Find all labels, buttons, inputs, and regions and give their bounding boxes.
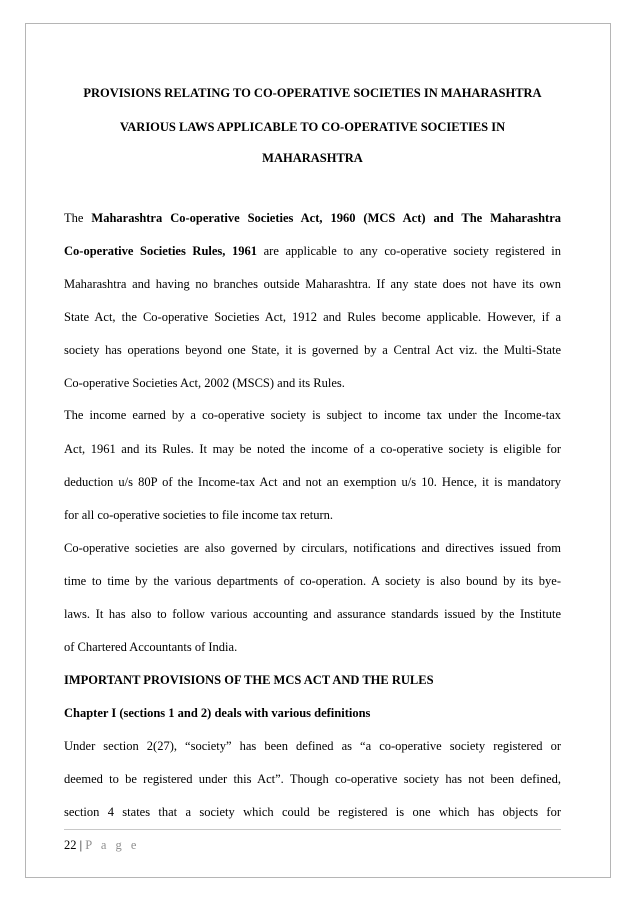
title-line-3: MAHARASHTRA bbox=[262, 151, 363, 165]
title-line-2: VARIOUS LAWS APPLICABLE TO CO-OPERATIVE SOCIETIES IN bbox=[119, 120, 506, 134]
para3-line-4: of Chartered Accountants of India. bbox=[64, 640, 238, 654]
para4-line-2: deemed to be registered under this Act”. Though co-operative society has not been defined, bbox=[64, 772, 561, 786]
footer-separator: | bbox=[79, 838, 83, 852]
para3-line-3: laws. It has also to follow various accounting and assurance standards issued by the Institute bbox=[64, 607, 561, 621]
para4-line-1: Under section 2(27), “society” has been defined as “a co-operative society registered or bbox=[64, 739, 561, 753]
page-footer bbox=[64, 838, 139, 853]
section-heading: IMPORTANT PROVISIONS OF THE MCS ACT AND THE RULES bbox=[64, 673, 434, 687]
mcs-act-title: Maharashtra Co-operative Societies Act, 1960 (MCS Act) and The Maharashtra bbox=[91, 211, 562, 225]
chapter-heading: Chapter I (sections 1 and 2) deals with various definitions bbox=[64, 706, 371, 720]
para1-text: are applicable to any co-operative society registered in bbox=[257, 244, 562, 258]
para4-line-3: section 4 states that a society which could be registered is one which has objects for bbox=[64, 805, 561, 819]
mcs-rules-title: Co-operative Societies Rules, 1961 bbox=[64, 244, 258, 258]
para1-line-3: Maharashtra and having no branches outside Maharashtra. If any state does not have its own bbox=[64, 277, 561, 291]
para1-text: The bbox=[64, 211, 92, 225]
para1-line-1 bbox=[64, 210, 561, 226]
title-line-1: PROVISIONS RELATING TO CO-OPERATIVE SOCIETIES IN MAHARASHTRA bbox=[83, 86, 542, 100]
footer-divider bbox=[64, 829, 561, 830]
para2-line-4: for all co-operative societies to file income tax return. bbox=[64, 508, 333, 522]
page-label: P a g e bbox=[85, 838, 140, 852]
para2-line-2: Act, 1961 and its Rules. It may be noted the income of a co-operative society is eligible for bbox=[64, 442, 561, 456]
para2-line-3: deduction u/s 80P of the Income-tax Act and not an exemption u/s 10. Hence, it is mandatory bbox=[64, 475, 561, 489]
page-number: 22 bbox=[64, 838, 77, 852]
para3-line-2: time to time by the various departments of co-operation. A society is also bound by its bye- bbox=[64, 574, 561, 588]
para1-line-6: Co-operative Societies Act, 2002 (MSCS) and its Rules. bbox=[64, 376, 345, 390]
para3-line-1: Co-operative societies are also governed by circulars, notifications and directives issued from bbox=[64, 541, 561, 555]
para1-line-4: State Act, the Co-operative Societies Act, 1912 and Rules become applicable. However, if a bbox=[64, 310, 561, 324]
para1-line-2 bbox=[64, 243, 561, 259]
para2-line-1: The income earned by a co-operative society is subject to income tax under the Income-tax bbox=[64, 408, 561, 422]
para1-line-5: society has operations beyond one State, it is governed by a Central Act viz. the Multi-State bbox=[64, 343, 561, 357]
